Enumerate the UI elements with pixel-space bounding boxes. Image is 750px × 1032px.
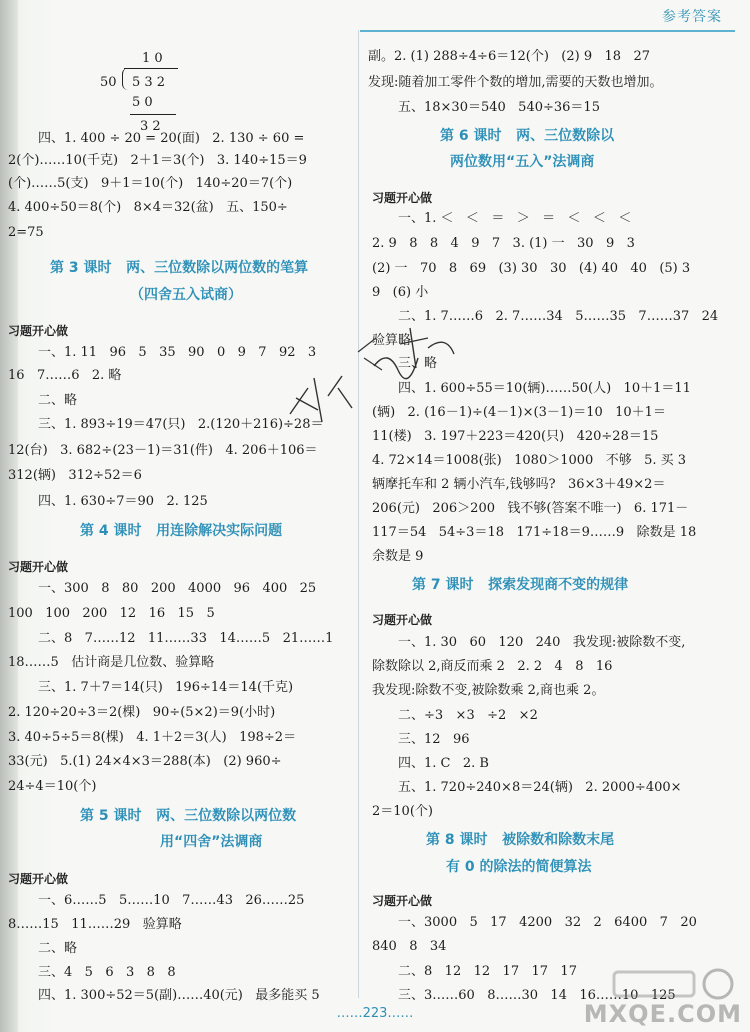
- answer-line: 四、1. 600÷55＝10(辆)……50(人) 10＋1＝11: [398, 381, 691, 396]
- answer-line: 我发现:除数不变,被除数乘 2,商也乘 2。: [372, 683, 605, 698]
- answer-line: 四、1. C 2. B: [398, 756, 489, 771]
- answer-line: 四、1. 630÷7＝90 2. 125: [38, 494, 208, 509]
- answer-line: 2＝10(个): [372, 804, 433, 819]
- answer-line: 2. 120÷20÷3＝2(棵) 90÷(5×2)＝9(小时): [8, 705, 276, 720]
- answer-line: 840 8 34: [372, 939, 447, 954]
- answer-line: 24÷4＝10(个): [8, 779, 97, 794]
- division-bar-2: [130, 114, 176, 115]
- answer-line: (2) 一 70 8 69 (3) 30 30 (4) 40 40 (5) 3: [372, 261, 691, 276]
- exercise-heading: 习题开心做: [8, 560, 69, 574]
- pen-scribble: [278, 318, 468, 438]
- answer-line: 五、18×30＝540 540÷36＝15: [398, 100, 600, 115]
- division-divisor: 50: [100, 75, 117, 90]
- division-bracket: [122, 68, 131, 90]
- answer-line: 一、300 8 80 200 4000 96 400 25: [38, 581, 317, 596]
- answer-line: 11(楼) 3. 197＋223＝420(只) 420÷28＝15: [372, 429, 659, 444]
- division-dividend: 5 3 2: [132, 75, 166, 90]
- page-number: ……223……: [336, 1006, 414, 1021]
- section-subtitle: 有 0 的除法的简便算法: [446, 859, 592, 875]
- answer-line: 312(辆) 312÷52＝6: [8, 468, 142, 483]
- answer-line: (个)……5(支) 9＋1＝10(个) 140÷20＝7(个): [8, 176, 293, 191]
- answer-line: 二、1. 7……6 2. 7……34 5……35 7……37 24: [398, 309, 719, 324]
- answer-line: 除数除以 2,商反而乘 2 2. 2 4 8 16: [372, 659, 613, 674]
- column-divider: [358, 30, 359, 998]
- exercise-heading: 习题开心做: [372, 894, 433, 908]
- answer-line: 100 100 200 12 16 15 5: [8, 606, 215, 621]
- answer-line: 三、1. 893÷19＝47(只) 2.(120＋216)÷28＝: [38, 417, 324, 432]
- watermark-text: MXQE.COM: [583, 1000, 742, 1028]
- answer-line: 4. 400÷50＝8(个) 8×4＝32(盆) 五、150÷: [8, 200, 288, 215]
- answer-line: 二、略: [38, 393, 78, 408]
- answer-line: 二、略: [38, 941, 78, 956]
- answer-line: 9 (6) 小: [372, 285, 429, 300]
- answer-line: 2(个)……10(千克) 2＋1＝3(个) 3. 140÷15＝9: [8, 153, 307, 168]
- section-subtitle: 两位数用“五入”法调商: [450, 154, 595, 170]
- division-quotient: 1 0: [142, 51, 163, 66]
- exercise-heading: 习题开心做: [372, 191, 433, 205]
- section-title: 第 7 课时 探索发现商不变的规律: [412, 577, 629, 593]
- answer-line: 三、略: [398, 356, 438, 371]
- answer-line: 4. 72×14＝1008(张) 1080＞1000 不够 5. 买 3: [372, 453, 687, 468]
- answer-line: 16 7……6 2. 略: [8, 368, 122, 383]
- answer-line: 一、1. 11 96 5 35 90 0 9 7 92 3: [38, 345, 317, 360]
- section-title: 第 5 课时 两、三位数除以两位数: [80, 808, 297, 824]
- header-rule: [360, 30, 735, 32]
- answer-line: 12(台) 3. 682÷(23－1)＝31(件) 4. 206＋106＝: [8, 443, 318, 458]
- answer-line: 二、8 12 12 17 17 17: [398, 964, 577, 979]
- answer-line: 117＝54 54÷3＝18 171÷18＝9……9 除数是 18: [372, 525, 697, 540]
- answer-line: 四、1. 400 ÷ 20 = 20(面) 2. 130 ÷ 60 =: [38, 131, 305, 146]
- answer-line: 三、12 96: [398, 732, 470, 747]
- answer-line: 二、÷3 ×3 ÷2 ×2: [398, 708, 538, 723]
- section-subtitle: 用“四舍”法调商: [160, 834, 263, 850]
- answer-line: 三、1. 7＋7＝14(只) 196÷14＝14(千克): [38, 680, 294, 695]
- section-title: 第 8 课时 被除数和除数末尾: [426, 832, 615, 848]
- section-title: 第 6 课时 两、三位数除以: [440, 128, 615, 144]
- answer-line: 一、3000 5 17 4200 32 2 6400 7 20: [398, 915, 697, 930]
- answer-line: (辆) 2. (16－1)÷(4－1)×(3－1)＝10 10＋1＝: [372, 405, 666, 420]
- answer-line: 18……5 估计商是几位数、验算略: [8, 655, 215, 670]
- exercise-heading: 习题开心做: [8, 872, 69, 886]
- answer-line: 一、6……5 5……10 7……43 26……25: [38, 893, 305, 908]
- answer-line: 2. 9 8 8 4 9 7 3. (1) 一 30 9 3: [372, 236, 635, 251]
- answer-line: 一、1. ＜ ＜ ＝ ＞ ＝ ＜ ＜ ＜: [398, 211, 632, 226]
- answer-line: 发现:随着加工零件个数的增加,需要的天数也增加。: [368, 75, 663, 90]
- answer-line: 206(元) 206＞200 钱不够(答案不唯一) 6. 171－: [372, 501, 689, 516]
- answer-line: 三、4 5 6 3 8 8: [38, 965, 176, 980]
- answer-line: 余数是 9: [372, 549, 424, 564]
- answer-line: 33(元) 5.(1) 24×4×3＝288(本) (2) 960÷: [8, 754, 282, 769]
- answer-line: 3. 40÷5÷5＝8(棵) 4. 1＋2＝3(人) 198÷2＝: [8, 730, 297, 745]
- division-bar: [124, 68, 178, 69]
- answer-line: 验算略: [372, 333, 412, 348]
- answer-line: 四、1. 300÷52＝5(副)……40(元) 最多能买 5: [38, 988, 320, 1003]
- exercise-heading: 习题开心做: [8, 324, 69, 338]
- answer-line: 一、1. 30 60 120 240 我发现:被除数不变,: [398, 635, 686, 650]
- answer-line: 三、3……60 8……30 14 16……10 125: [398, 988, 676, 1003]
- division-remainder: 3 2: [140, 119, 161, 134]
- answer-line: 8……15 11……29 验算略: [8, 917, 182, 932]
- answer-line: 辆摩托车和 2 辆小汽车,钱够吗? 36×3＋49×2＝: [372, 477, 666, 492]
- section-title: 第 3 课时 两、三位数除以两位数的笔算: [50, 260, 309, 276]
- exercise-heading: 习题开心做: [372, 613, 433, 627]
- section-subtitle: （四舍五入试商）: [130, 287, 242, 303]
- answer-line: 2=75: [8, 225, 44, 240]
- answer-line: 副。2. (1) 288÷4÷6＝12(个) (2) 9 18 27: [368, 49, 651, 64]
- answer-line: 五、1. 720÷240×8＝24(辆) 2. 2000÷400×: [398, 780, 682, 795]
- header-title: 参考答案: [662, 9, 722, 25]
- division-subtract: 5 0: [132, 95, 153, 110]
- answer-line: 二、8 7……12 11……33 14……5 21……1: [38, 631, 334, 646]
- section-title: 第 4 课时 用连除解决实际问题: [80, 523, 283, 539]
